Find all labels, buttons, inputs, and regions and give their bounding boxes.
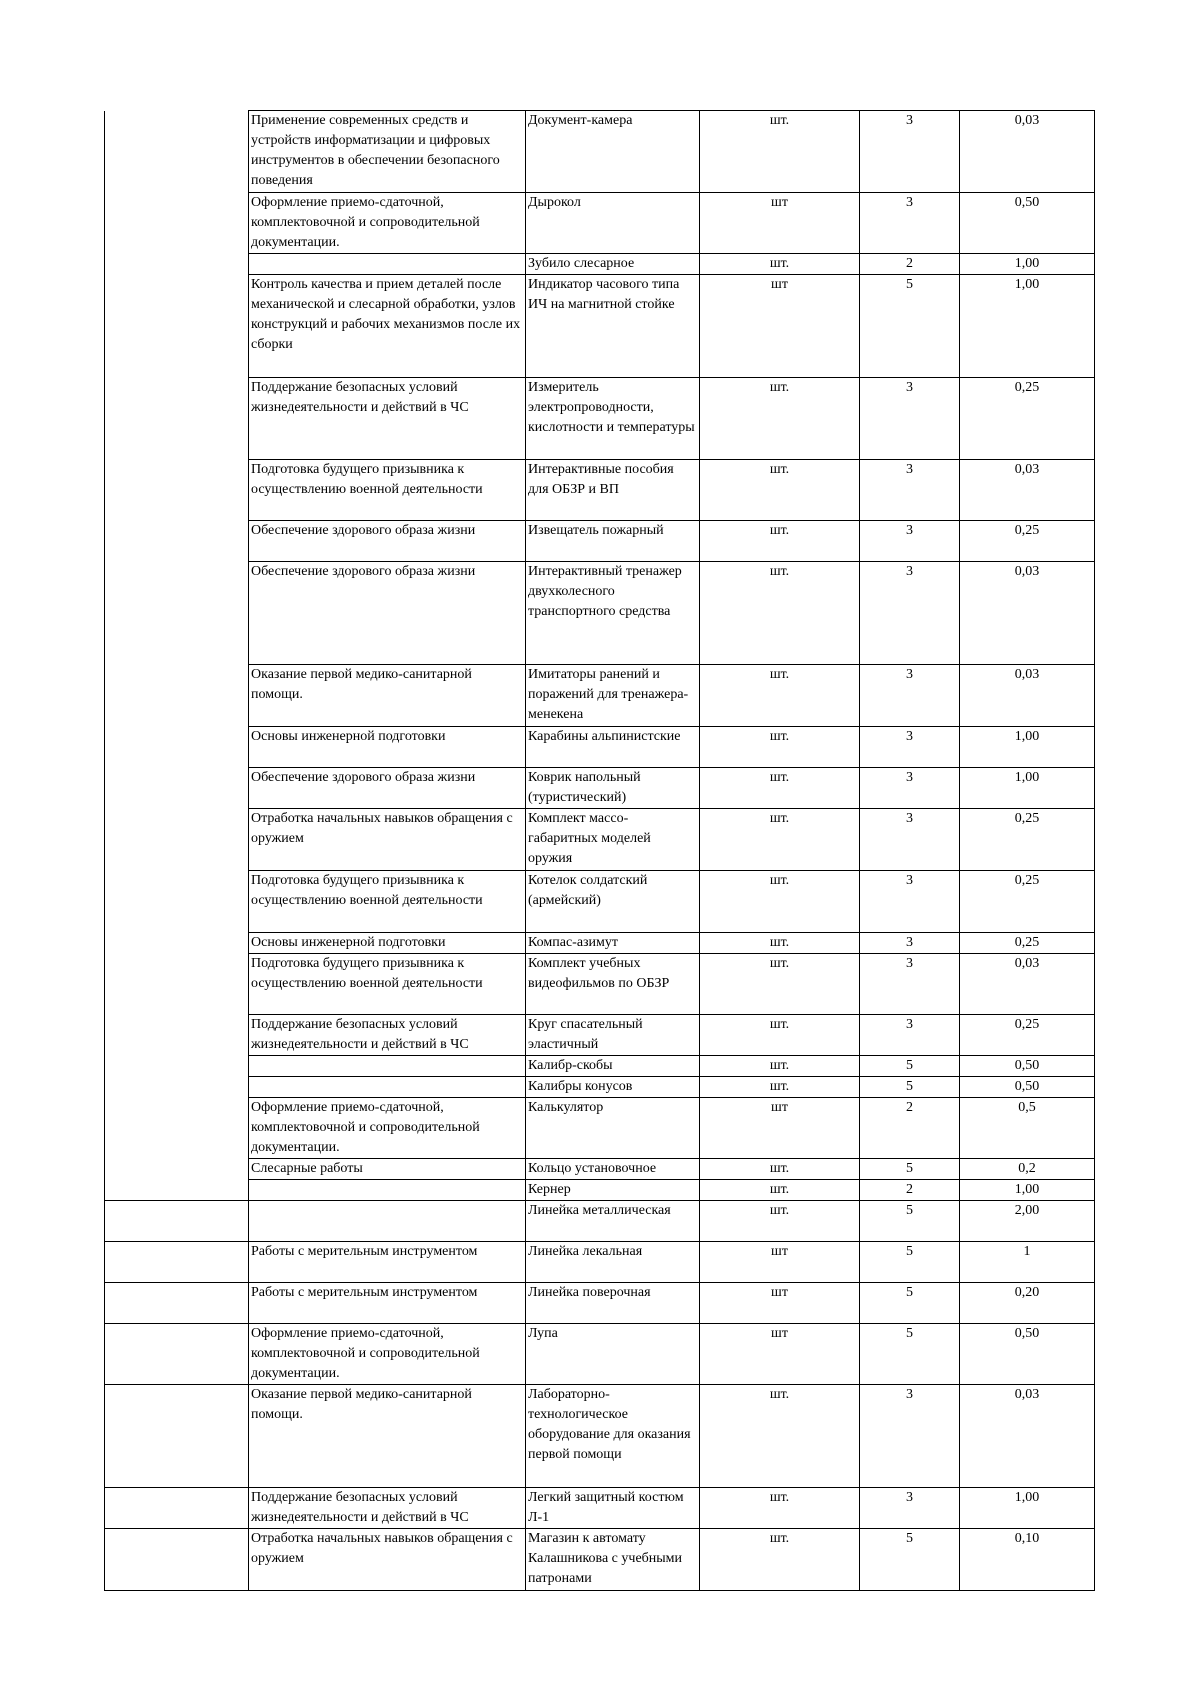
equipment-cell: Котелок солдатский (армейский) [526, 871, 700, 933]
left-gutter-cell [105, 521, 249, 562]
equipment-cell: Калибры конусов [526, 1077, 700, 1098]
quantity-cell: 2 [860, 254, 960, 275]
quantity-cell: 5 [860, 1077, 960, 1098]
coefficient-cell: 0,25 [960, 809, 1095, 871]
equipment-cell: Калибр-скобы [526, 1056, 700, 1077]
coefficient-cell: 0,25 [960, 871, 1095, 933]
quantity-cell: 3 [860, 562, 960, 665]
quantity-cell: 5 [860, 1056, 960, 1077]
quantity-cell: 3 [860, 1488, 960, 1529]
coefficient-cell: 1,00 [960, 727, 1095, 768]
quantity-cell: 5 [860, 1529, 960, 1591]
equipment-cell: Кольцо установочное [526, 1159, 700, 1180]
table-row [105, 933, 1095, 954]
left-gutter-cell [105, 1180, 249, 1201]
left-gutter-cell [105, 193, 249, 254]
table-row [105, 1159, 1095, 1180]
coefficient-cell: 1,00 [960, 1488, 1095, 1529]
activity-cell [249, 1201, 526, 1242]
unit-cell: шт. [700, 562, 860, 665]
left-gutter-cell [105, 1201, 249, 1242]
activity-cell: Подготовка будущего призывника к осуществлению военной деятельности [249, 954, 526, 1015]
coefficient-cell: 2,00 [960, 1201, 1095, 1242]
quantity-cell: 3 [860, 378, 960, 460]
activity-cell: Поддержание безопасных условий жизнедеятельности и действий в ЧС [249, 1488, 526, 1529]
activity-cell: Оформление приемо-сдаточной, комплектовочной и сопроводительной документации. [249, 193, 526, 254]
activity-cell: Работы с мерительным инструментом [249, 1242, 526, 1283]
coefficient-cell: 0,50 [960, 1324, 1095, 1385]
equipment-cell: Интерактивный тренажер двухколесного транспортного средства [526, 562, 700, 665]
activity-cell: Оказание первой медико-санитарной помощи. [249, 665, 526, 727]
table-row [105, 1056, 1095, 1077]
activity-cell: Обеспечение здорового образа жизни [249, 562, 526, 665]
equipment-cell: Интерактивные пособия для ОБЗР и ВП [526, 460, 700, 521]
coefficient-cell: 0,03 [960, 1385, 1095, 1488]
table-row [105, 1015, 1095, 1056]
activity-cell [249, 1180, 526, 1201]
unit-cell: шт. [700, 1056, 860, 1077]
quantity-cell: 3 [860, 954, 960, 1015]
left-gutter-cell [105, 665, 249, 727]
unit-cell: шт. [700, 768, 860, 809]
coefficient-cell: 1 [960, 1242, 1095, 1283]
table-row [105, 809, 1095, 871]
unit-cell: шт [700, 193, 860, 254]
unit-cell: шт. [700, 521, 860, 562]
coefficient-cell: 0,03 [960, 111, 1095, 193]
equipment-cell: Компас-азимут [526, 933, 700, 954]
equipment-cell: Лупа [526, 1324, 700, 1385]
coefficient-cell: 0,03 [960, 954, 1095, 1015]
activity-cell: Отработка начальных навыков обращения с оружием [249, 809, 526, 871]
coefficient-cell: 0,5 [960, 1098, 1095, 1159]
left-gutter-cell [105, 727, 249, 768]
unit-cell: шт. [700, 809, 860, 871]
equipment-cell: Извещатель пожарный [526, 521, 700, 562]
left-gutter-cell [105, 562, 249, 665]
activity-cell: Подготовка будущего призывника к осуществлению военной деятельности [249, 871, 526, 933]
quantity-cell: 3 [860, 521, 960, 562]
unit-cell: шт. [700, 1385, 860, 1488]
activity-cell: Оказание первой медико-санитарной помощи. [249, 1385, 526, 1488]
table-row [105, 954, 1095, 1015]
coefficient-cell: 0,25 [960, 933, 1095, 954]
unit-cell: шт. [700, 111, 860, 193]
left-gutter-cell [105, 1015, 249, 1056]
activity-cell: Основы инженерной подготовки [249, 727, 526, 768]
activity-cell: Работы с мерительным инструментом [249, 1283, 526, 1324]
table-row [105, 1324, 1095, 1385]
activity-cell: Поддержание безопасных условий жизнедеятельности и действий в ЧС [249, 1015, 526, 1056]
unit-cell: шт. [700, 871, 860, 933]
table-row [105, 1283, 1095, 1324]
coefficient-cell: 1,00 [960, 768, 1095, 809]
coefficient-cell: 1,00 [960, 275, 1095, 378]
quantity-cell: 2 [860, 1098, 960, 1159]
equipment-cell: Индикатор часового типа ИЧ на магнитной стойке [526, 275, 700, 378]
unit-cell: шт. [700, 1077, 860, 1098]
table-row [105, 1385, 1095, 1488]
activity-cell: Оформление приемо-сдаточной, комплектовочной и сопроводительной документации. [249, 1324, 526, 1385]
equipment-cell: Лабораторно-технологическое оборудование для оказания первой помощи [526, 1385, 700, 1488]
activity-cell: Обеспечение здорового образа жизни [249, 768, 526, 809]
unit-cell: шт. [700, 460, 860, 521]
table-row [105, 1488, 1095, 1529]
left-gutter-cell [105, 111, 249, 193]
left-gutter-cell [105, 933, 249, 954]
equipment-cell: Карабины альпинистские [526, 727, 700, 768]
quantity-cell: 3 [860, 871, 960, 933]
left-gutter-cell [105, 954, 249, 1015]
activity-cell: Оформление приемо-сдаточной, комплектовочной и сопроводительной документации. [249, 1098, 526, 1159]
quantity-cell: 5 [860, 1242, 960, 1283]
left-gutter-cell [105, 275, 249, 378]
table-row [105, 1242, 1095, 1283]
left-gutter-cell [105, 768, 249, 809]
equipment-cell: Измеритель электропроводности, кислотности и температуры [526, 378, 700, 460]
unit-cell: шт. [700, 1201, 860, 1242]
table-row [105, 562, 1095, 665]
table-row [105, 193, 1095, 254]
activity-cell: Поддержание безопасных условий жизнедеятельности и действий в ЧС [249, 378, 526, 460]
table-row [105, 378, 1095, 460]
equipment-cell: Магазин к автомату Калашникова с учебными патронами [526, 1529, 700, 1591]
equipment-cell: Легкий защитный костюм Л-1 [526, 1488, 700, 1529]
equipment-cell: Комплект массо-габаритных моделей оружия [526, 809, 700, 871]
coefficient-cell: 0,03 [960, 460, 1095, 521]
quantity-cell: 3 [860, 1385, 960, 1488]
table-row [105, 1077, 1095, 1098]
equipment-cell: Имитаторы ранений и поражений для тренажера-менекена [526, 665, 700, 727]
quantity-cell: 5 [860, 1159, 960, 1180]
left-gutter-cell [105, 378, 249, 460]
activity-cell: Обеспечение здорового образа жизни [249, 521, 526, 562]
left-gutter-cell [105, 1159, 249, 1180]
activity-cell [249, 254, 526, 275]
unit-cell: шт. [700, 954, 860, 1015]
coefficient-cell: 0,10 [960, 1529, 1095, 1591]
table-row [105, 871, 1095, 933]
quantity-cell: 3 [860, 933, 960, 954]
equipment-cell: Дырокол [526, 193, 700, 254]
table-row [105, 521, 1095, 562]
unit-cell: шт [700, 1098, 860, 1159]
activity-cell: Отработка начальных навыков обращения с оружием [249, 1529, 526, 1591]
activity-cell: Основы инженерной подготовки [249, 933, 526, 954]
coefficient-cell: 1,00 [960, 1180, 1095, 1201]
unit-cell: шт. [700, 378, 860, 460]
quantity-cell: 5 [860, 1201, 960, 1242]
table-row [105, 1529, 1095, 1591]
quantity-cell: 3 [860, 193, 960, 254]
quantity-cell: 3 [860, 768, 960, 809]
unit-cell: шт [700, 1242, 860, 1283]
equipment-cell: Комплект учебных видеофильмов по ОБЗР [526, 954, 700, 1015]
quantity-cell: 5 [860, 1283, 960, 1324]
quantity-cell: 3 [860, 665, 960, 727]
table-row [105, 768, 1095, 809]
equipment-cell: Линейка лекальная [526, 1242, 700, 1283]
unit-cell: шт. [700, 933, 860, 954]
table-row [105, 727, 1095, 768]
unit-cell: шт. [700, 254, 860, 275]
unit-cell: шт. [700, 1180, 860, 1201]
equipment-cell: Линейка поверочная [526, 1283, 700, 1324]
unit-cell: шт. [700, 665, 860, 727]
unit-cell: шт. [700, 1015, 860, 1056]
table-row [105, 1180, 1095, 1201]
activity-cell [249, 1056, 526, 1077]
table-row [105, 254, 1095, 275]
left-gutter-cell [105, 1283, 249, 1324]
unit-cell: шт [700, 275, 860, 378]
equipment-cell: Коврик напольный (туристический) [526, 768, 700, 809]
left-gutter-cell [105, 1098, 249, 1159]
coefficient-cell: 0,2 [960, 1159, 1095, 1180]
quantity-cell: 2 [860, 1180, 960, 1201]
table-row [105, 1201, 1095, 1242]
unit-cell: шт. [700, 1159, 860, 1180]
left-gutter-cell [105, 1529, 249, 1591]
unit-cell: шт. [700, 1529, 860, 1591]
unit-cell: шт [700, 1283, 860, 1324]
unit-cell: шт. [700, 1488, 860, 1529]
table-row [105, 111, 1095, 193]
left-gutter-cell [105, 1056, 249, 1077]
left-gutter-cell [105, 254, 249, 275]
coefficient-cell: 0,25 [960, 1015, 1095, 1056]
quantity-cell: 3 [860, 111, 960, 193]
left-gutter-cell [105, 809, 249, 871]
quantity-cell: 3 [860, 1015, 960, 1056]
activity-cell: Применение современных средств и устройств информатизации и цифровых инструментов в обеспечении безопасного поведения [249, 111, 526, 193]
activity-cell: Подготовка будущего призывника к осуществлению военной деятельности [249, 460, 526, 521]
unit-cell: шт. [700, 727, 860, 768]
unit-cell: шт [700, 1324, 860, 1385]
left-gutter-cell [105, 1077, 249, 1098]
quantity-cell: 3 [860, 727, 960, 768]
left-gutter-cell [105, 1242, 249, 1283]
coefficient-cell: 0,50 [960, 1056, 1095, 1077]
quantity-cell: 5 [860, 1324, 960, 1385]
activity-cell: Контроль качества и прием деталей после механической и слесарной обработки, узлов конструкций и рабочих механизмов после их сборки [249, 275, 526, 378]
left-gutter-cell [105, 460, 249, 521]
coefficient-cell: 0,20 [960, 1283, 1095, 1324]
coefficient-cell: 0,25 [960, 521, 1095, 562]
equipment-cell: Зубило слесарное [526, 254, 700, 275]
equipment-cell: Линейка металлическая [526, 1201, 700, 1242]
coefficient-cell: 0,25 [960, 378, 1095, 460]
left-gutter-cell [105, 871, 249, 933]
equipment-cell: Кернер [526, 1180, 700, 1201]
table-body [105, 111, 1095, 1591]
table-row [105, 460, 1095, 521]
coefficient-cell: 0,03 [960, 665, 1095, 727]
equipment-cell: Круг спасательный эластичный [526, 1015, 700, 1056]
table-row [105, 275, 1095, 378]
equipment-cell: Калькулятор [526, 1098, 700, 1159]
quantity-cell: 3 [860, 809, 960, 871]
quantity-cell: 3 [860, 460, 960, 521]
quantity-cell: 5 [860, 275, 960, 378]
equipment-cell: Документ-камера [526, 111, 700, 193]
coefficient-cell: 0,03 [960, 562, 1095, 665]
coefficient-cell: 1,00 [960, 254, 1095, 275]
left-gutter-cell [105, 1385, 249, 1488]
coefficient-cell: 0,50 [960, 1077, 1095, 1098]
table-row [105, 665, 1095, 727]
left-gutter-cell [105, 1324, 249, 1385]
left-gutter-cell [105, 1488, 249, 1529]
table-row [105, 1098, 1095, 1159]
equipment-table [104, 110, 1095, 1591]
coefficient-cell: 0,50 [960, 193, 1095, 254]
activity-cell [249, 1077, 526, 1098]
activity-cell: Слесарные работы [249, 1159, 526, 1180]
